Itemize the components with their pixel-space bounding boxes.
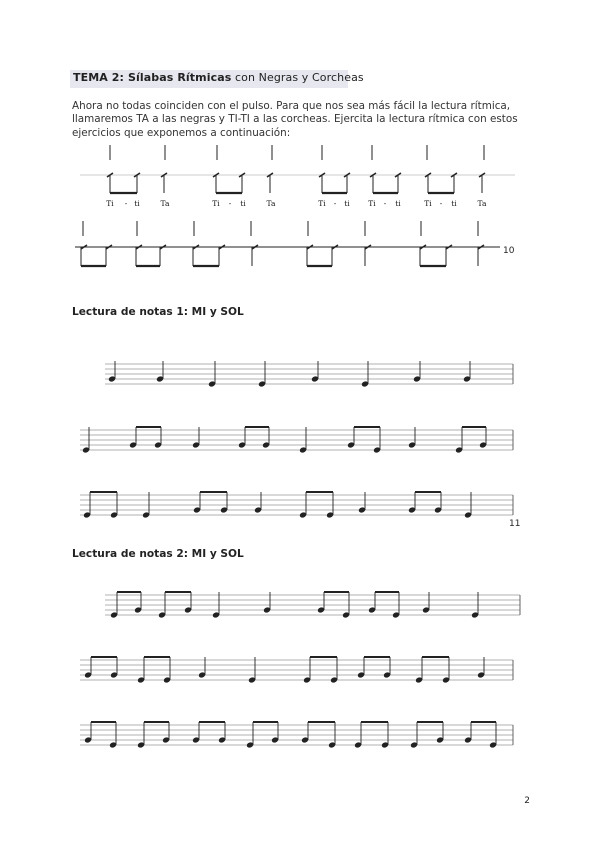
syllable: ti — [395, 199, 401, 208]
syllable: Ti — [318, 199, 326, 208]
syllable: Ti — [106, 199, 114, 208]
syllable: - — [333, 199, 337, 208]
exercise-number-10: 10 — [503, 246, 515, 256]
section-heading-1: Lectura de notas 1: MI y SOL — [72, 306, 244, 318]
exercise-number-11: 11 — [509, 519, 521, 529]
syllable: Ta — [477, 199, 487, 208]
syllable: Ti — [368, 199, 376, 208]
syllable: - — [439, 199, 443, 208]
title-rest: con Negras y Corcheas — [231, 71, 364, 84]
syllable: ti — [344, 199, 350, 208]
syllable: - — [228, 199, 232, 208]
syllable: ti — [240, 199, 246, 208]
syllable: Ta — [266, 199, 276, 208]
syllable: Ta — [160, 199, 170, 208]
page-number: 2 — [524, 796, 530, 806]
section-heading-2: Lectura de notas 2: MI y SOL — [72, 548, 244, 560]
syllable: - — [383, 199, 387, 208]
syllable: Ti — [212, 199, 220, 208]
syllable: - — [124, 199, 128, 208]
intro-paragraph: Ahora no todas coinciden con el pulso. Para que nos sea más fácil la lectura rítmica, llamaremos TA a las negras y TI-TI a las corcheas. Ejercita la lectura rítmica con estos ejercicios que exponemos a continuación: — [72, 100, 518, 139]
syllable: Ti — [424, 199, 432, 208]
syllable: ti — [451, 199, 457, 208]
title-bold: TEMA 2: Sílabas Rítmicas — [73, 71, 232, 84]
syllable: ti — [134, 199, 140, 208]
